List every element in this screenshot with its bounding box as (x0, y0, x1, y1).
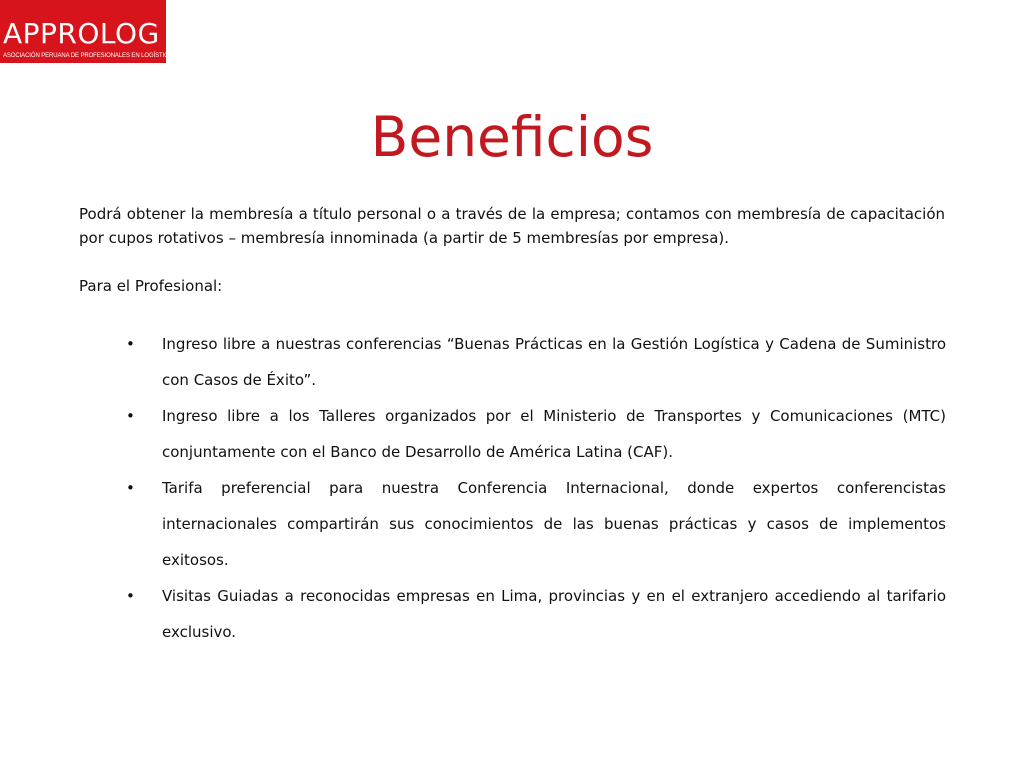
list-item (0, 470, 1024, 578)
benefits-list (0, 326, 1024, 650)
section-subheading: Para el Profesional: (79, 277, 223, 295)
bullet-icon: • (126, 335, 135, 353)
list-item (0, 578, 1024, 650)
list-item-text: Ingreso libre a nuestras conferencias “Buenas Prácticas en la Gestión Logística y Cadena de Suministro con Casos de Éxito”. (162, 335, 946, 389)
approlog-logo (0, 0, 173, 63)
list-item (0, 326, 1024, 398)
list-item (0, 398, 1024, 470)
slide-title: Beneficios (370, 105, 654, 169)
bullet-icon: • (126, 587, 135, 605)
list-item-text: Tarifa preferencial para nuestra Conferencia Internacional, donde expertos conferencistas internacionales compartirán sus conocimientos de las buenas prácticas y casos de implementos exitosos. (162, 479, 946, 569)
bullet-icon: • (126, 479, 135, 497)
logo-tagline: ASOCIACIÓN PERUANA DE PROFESIONALES EN LOGÍSTICA (3, 53, 173, 59)
intro-paragraph: Podrá obtener la membresía a título personal o a través de la empresa; contamos con membresía de capacitación por cupos rotativos – membresía innominada (a partir de 5 membresías por empresa). (79, 205, 945, 247)
logo-name: APPROLOG (3, 17, 160, 50)
list-item-text: Visitas Guiadas a reconocidas empresas en Lima, provincias y en el extranjero accediendo al tarifario exclusivo. (162, 587, 946, 641)
bullet-icon: • (126, 407, 135, 425)
list-item-text: Ingreso libre a los Talleres organizados por el Ministerio de Transportes y Comunicaciones (MTC) conjuntamente con el Banco de Desarrollo de América Latina (CAF). (162, 407, 946, 461)
